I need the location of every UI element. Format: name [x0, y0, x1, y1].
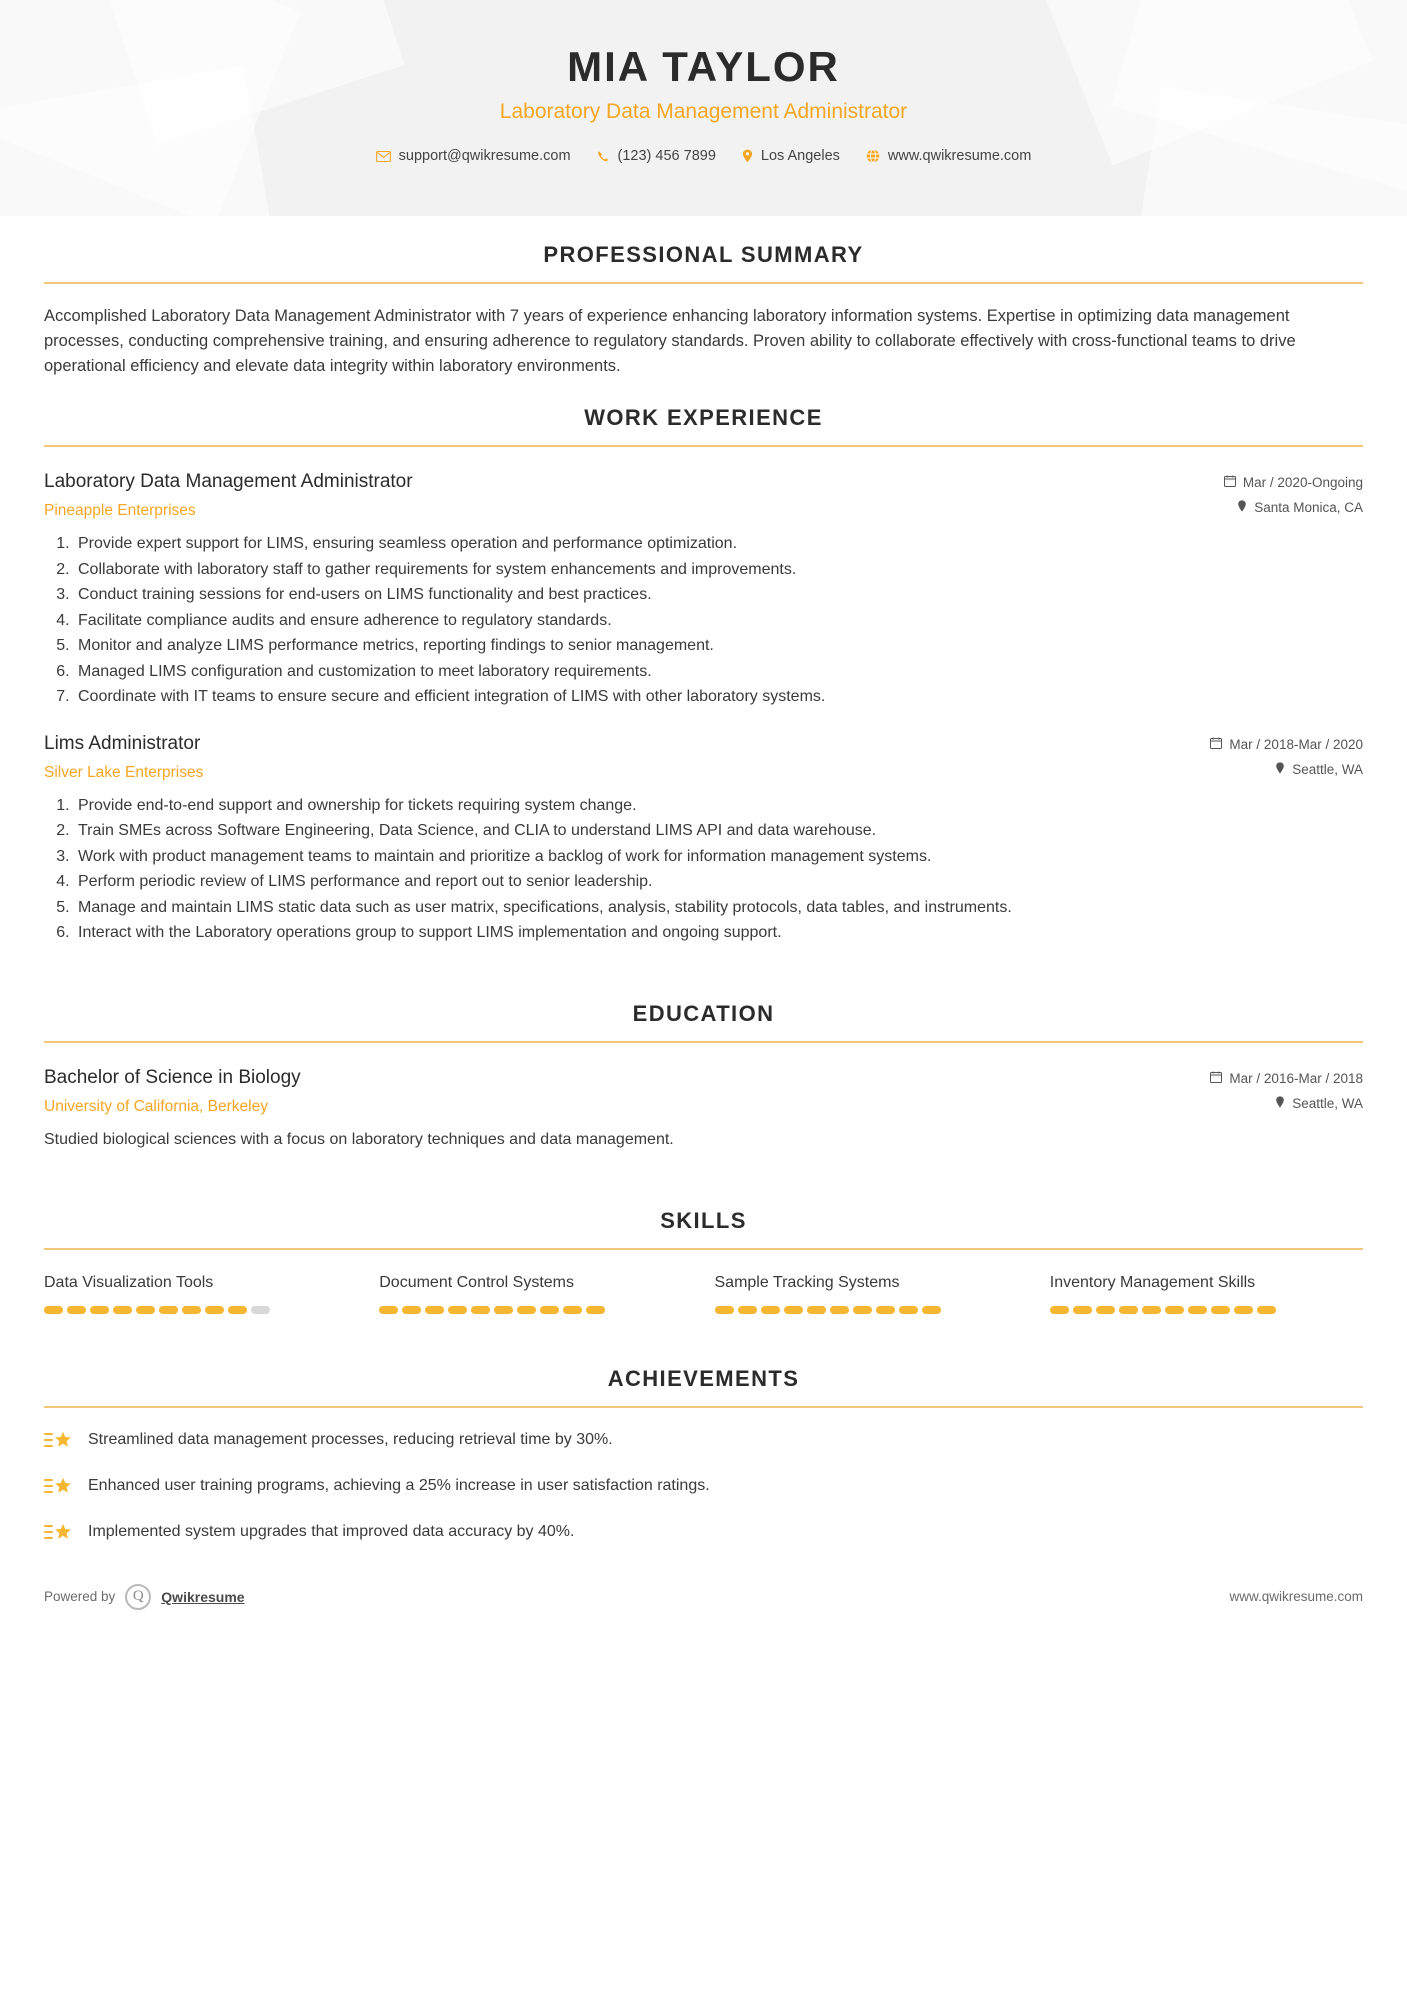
powered-by-label: Powered by	[44, 1589, 116, 1605]
experience-dates-text: Mar / 2018-Mar / 2020	[1229, 736, 1363, 752]
achievement-text: Enhanced user training programs, achieving a 25% increase in user satisfaction ratings.	[88, 1476, 710, 1494]
skill-rating-segment	[761, 1306, 780, 1314]
contact-website-text: www.qwikresume.com	[887, 148, 1032, 165]
section-divider	[44, 445, 1363, 447]
education-location-text: Seattle, WA	[1292, 1095, 1363, 1111]
summary-text: Accomplished Laboratory Data Management Administrator with 7 years of experience enhancing laboratory information systems. Expertise in optimizing data management processes, conducting comprehensive training, and ensuring adherence to regulatory standards. Proven ability to collaborate effectively with cross-functional teams to drive operational efficiency and elevate data integrity within laboratory environments.	[44, 307, 1296, 376]
skill-rating-segment	[136, 1306, 155, 1314]
bullet-item: 3. Conduct training sessions for end-users on LIMS functionality and best practices.	[74, 583, 1363, 607]
skill-name: Sample Tracking Systems	[714, 1273, 900, 1291]
bullet-item: 5. Manage and maintain LIMS static data such as user matrix, specifications, analysis, stability protocols, data tables, and instruments.	[74, 896, 1363, 920]
experience-company: Silver Lake Enterprises	[44, 763, 204, 781]
skill-rating-segment	[1142, 1306, 1161, 1314]
calendar-icon	[1210, 737, 1222, 752]
skill-rating-segment	[922, 1306, 941, 1314]
skill-rating-segment	[540, 1306, 559, 1314]
powered-by	[44, 1584, 245, 1610]
candidate-name: MIA TAYLOR	[567, 43, 840, 90]
skill-rating-segment	[228, 1306, 247, 1314]
achievement-text: Streamlined data management processes, reducing retrieval time by 30%.	[88, 1430, 613, 1448]
location-pin-icon	[1237, 500, 1247, 515]
skill-rating-segment	[715, 1306, 734, 1314]
resume-header	[0, 0, 1407, 216]
bullet-item: 1. Provide expert support for LIMS, ensuring seamless operation and performance optimization.	[74, 532, 1363, 556]
skill-rating-segment	[379, 1306, 398, 1314]
experience-role: Lims Administrator	[44, 732, 201, 754]
skill-rating-bar	[715, 1306, 1028, 1314]
section-skills	[44, 1208, 1363, 1314]
star-icon	[44, 1520, 72, 1544]
education-location	[1133, 1096, 1363, 1111]
contact-location[interactable]	[742, 148, 840, 164]
envelope-icon	[376, 151, 391, 162]
skill-rating-segment	[517, 1306, 536, 1314]
experience-location-text: Santa Monica, CA	[1254, 500, 1363, 516]
skill-rating-segment	[44, 1306, 63, 1314]
skill-rating-segment	[113, 1306, 132, 1314]
experience-company: Pineapple Enterprises	[44, 502, 196, 520]
skill-rating-segment	[402, 1306, 421, 1314]
footer-website[interactable]: www.qwikresume.com	[1229, 1589, 1363, 1605]
achievement-item	[44, 1474, 1363, 1498]
section-divider	[44, 1041, 1363, 1043]
skill-rating-bar	[1050, 1306, 1363, 1314]
phone-icon	[597, 150, 610, 163]
contact-location-text: Los Angeles	[760, 148, 840, 165]
skill-rating-segment	[1257, 1306, 1276, 1314]
bullet-item: 2. Collaborate with laboratory staff to gather requirements for system enhancements and improvements.	[74, 558, 1363, 582]
skill-rating-segment	[1165, 1306, 1184, 1314]
bullet-item: 5. Monitor and analyze LIMS performance metrics, reporting findings to senior management.	[74, 634, 1363, 658]
star-icon	[44, 1428, 72, 1452]
skill-rating-segment	[1234, 1306, 1253, 1314]
location-pin-icon	[742, 149, 753, 163]
skill-name: Data Visualization Tools	[44, 1273, 214, 1291]
contact-website[interactable]	[866, 148, 1031, 164]
skill-rating-segment	[784, 1306, 803, 1314]
skill-rating-segment	[738, 1306, 757, 1314]
skill-rating-bar	[379, 1306, 692, 1314]
section-title: EDUCATION	[632, 1000, 775, 1026]
bullet-item: 4. Facilitate compliance audits and ensure adherence to regulatory standards.	[74, 609, 1363, 633]
education-description: Studied biological sciences with a focus on laboratory techniques and data management.	[44, 1130, 674, 1148]
skill-rating-segment	[830, 1306, 849, 1314]
education-degree: Bachelor of Science in Biology	[44, 1066, 301, 1088]
education-dates	[1133, 1071, 1363, 1086]
skill-rating-segment	[1211, 1306, 1230, 1314]
experience-entry	[44, 471, 1363, 709]
skill-rating-bar	[44, 1306, 357, 1314]
achievement-item	[44, 1520, 1363, 1544]
skill-rating-segment	[1096, 1306, 1115, 1314]
section-title: PROFESSIONAL SUMMARY	[543, 242, 864, 267]
achievement-text: Implemented system upgrades that improved data accuracy by 40%.	[88, 1522, 575, 1540]
section-title: WORK EXPERIENCE	[584, 405, 823, 431]
experience-dates	[1133, 475, 1363, 490]
bullet-item: 6. Interact with the Laboratory operations group to support LIMS implementation and ongoing support.	[74, 921, 1363, 945]
skill-rating-segment	[90, 1306, 109, 1314]
contact-row	[0, 148, 1407, 164]
experience-dates	[1133, 737, 1363, 752]
candidate-job-title: Laboratory Data Management Administrator	[499, 100, 908, 124]
experience-role: Laboratory Data Management Administrator	[44, 471, 413, 493]
skill-rating-segment	[251, 1306, 270, 1314]
skill-rating-segment	[1119, 1306, 1138, 1314]
location-pin-icon	[1275, 762, 1285, 777]
skill-item	[1050, 1272, 1363, 1314]
section-title: ACHIEVEMENTS	[607, 1365, 800, 1391]
skill-name: Document Control Systems	[379, 1273, 574, 1291]
experience-bullets	[44, 794, 1363, 945]
experience-dates-text: Mar / 2020-Ongoing	[1242, 475, 1363, 491]
section-title: SKILLS	[660, 1207, 747, 1233]
location-pin-icon	[1275, 1096, 1285, 1111]
bullet-item: 3. Work with product management teams to maintain and prioritize a backlog of work for information management systems.	[74, 845, 1363, 869]
section-work-experience	[44, 405, 1363, 945]
skill-rating-segment	[494, 1306, 513, 1314]
skill-rating-segment	[876, 1306, 895, 1314]
skill-rating-segment	[67, 1306, 86, 1314]
skill-rating-segment	[1050, 1306, 1069, 1314]
skill-rating-segment	[853, 1306, 872, 1314]
calendar-icon	[1210, 1071, 1222, 1086]
experience-location	[1133, 500, 1363, 515]
bullet-item: 4. Perform periodic review of LIMS performance and report out to senior leadership.	[74, 870, 1363, 894]
calendar-icon	[1224, 475, 1236, 490]
skill-rating-segment	[586, 1306, 605, 1314]
experience-location-text: Seattle, WA	[1292, 761, 1363, 777]
skill-item	[715, 1272, 1028, 1314]
skill-rating-segment	[448, 1306, 467, 1314]
skill-item	[379, 1272, 692, 1314]
skill-item	[44, 1272, 357, 1314]
contact-phone[interactable]	[597, 148, 716, 164]
education-dates-text: Mar / 2016-Mar / 2018	[1229, 1070, 1363, 1086]
section-divider	[44, 282, 1363, 284]
skill-rating-segment	[807, 1306, 826, 1314]
section-professional-summary	[44, 242, 1363, 379]
education-entry	[44, 1067, 1363, 1152]
bullet-item: 6. Managed LIMS configuration and customization to meet laboratory requirements.	[74, 660, 1363, 684]
contact-phone-text: (123) 456 7899	[617, 148, 716, 165]
star-icon	[44, 1474, 72, 1498]
contact-email[interactable]	[376, 148, 571, 164]
qwikresume-brand-link[interactable]: Qwikresume	[161, 1588, 245, 1605]
achievement-item	[44, 1428, 1363, 1452]
page-footer	[0, 1584, 1407, 1638]
globe-icon	[866, 149, 880, 163]
section-education	[44, 1001, 1363, 1152]
skill-rating-segment	[899, 1306, 918, 1314]
skills-grid	[44, 1272, 1363, 1314]
skill-rating-segment	[182, 1306, 201, 1314]
contact-email-text: support@qwikresume.com	[398, 148, 571, 165]
skill-rating-segment	[205, 1306, 224, 1314]
skill-rating-segment	[1188, 1306, 1207, 1314]
skill-name: Inventory Management Skills	[1049, 1273, 1256, 1291]
skill-rating-segment	[425, 1306, 444, 1314]
qwikresume-logo-icon: Q	[125, 1584, 151, 1610]
skill-rating-segment	[471, 1306, 490, 1314]
bullet-item: 1. Provide end-to-end support and ownership for tickets requiring system change.	[74, 794, 1363, 818]
section-divider	[44, 1248, 1363, 1250]
education-school: University of California, Berkeley	[44, 1097, 268, 1115]
bullet-item: 7. Coordinate with IT teams to ensure secure and efficient integration of LIMS with other laboratory systems.	[74, 685, 1363, 709]
experience-location	[1133, 762, 1363, 777]
section-divider	[44, 1406, 1363, 1408]
skill-rating-segment	[159, 1306, 178, 1314]
bullet-item: 2. Train SMEs across Software Engineering, Data Science, and CLIA to understand LIMS API and data warehouse.	[74, 819, 1363, 843]
skill-rating-segment	[1073, 1306, 1092, 1314]
achievements-list	[44, 1428, 1363, 1544]
experience-entry	[44, 733, 1363, 945]
experience-bullets	[44, 532, 1363, 709]
section-achievements	[44, 1366, 1363, 1544]
skill-rating-segment	[563, 1306, 582, 1314]
